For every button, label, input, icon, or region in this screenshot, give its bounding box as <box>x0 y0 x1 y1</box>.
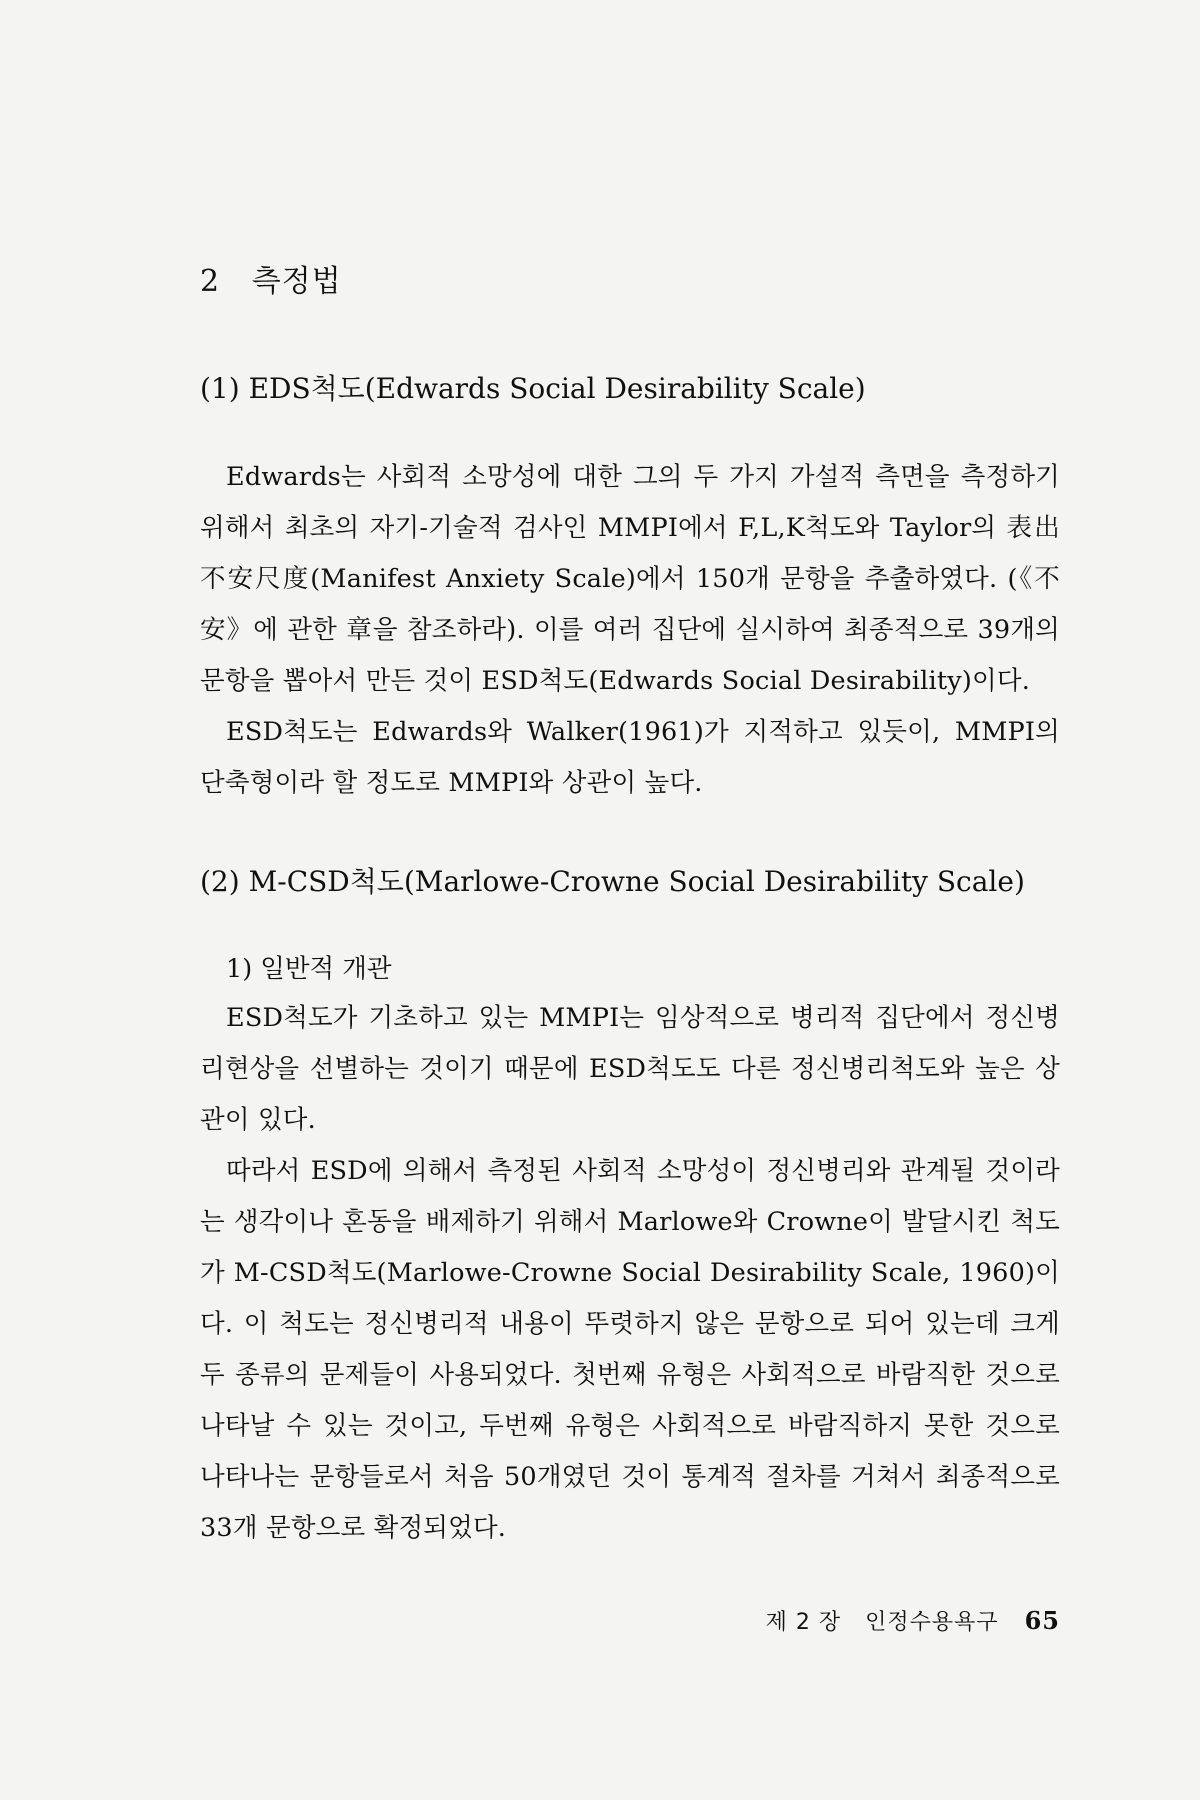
page-number: 65 <box>1024 1606 1060 1635</box>
section-heading <box>200 262 1060 302</box>
page-footer <box>766 1605 1060 1636</box>
subsection-2-paragraph-1: ESD척도가 기초하고 있는 MMPI는 임상적으로 병리적 집단에서 정신병리현상을 선별하는 것이기 때문에 ESD척도도 다른 정신병리척도와 높은 상관이 있다. <box>200 1003 1060 1135</box>
section-number: 2 <box>200 264 221 299</box>
section-title: 측정법 <box>251 264 342 299</box>
subsection-2-paragraph-2: 따라서 ESD에 의해서 측정된 사회적 소망성이 정신병리와 관계될 것이라는 생각이나 혼동을 배제하기 위해서 Marlowe와 Crowne이 발달시킨 척도가 M-CSD척도(Marlowe-Crowne Social Desirability Scale, 1960)이다. 이 척도는 정신병리적 내용이 뚜렷하지 않은 문항으로 되어 있는데 크게 두 종류의 문제들이 사용되었다. 첫번째 유형은 사회적으로 바람직한 것으로 나타날 수 있는 것이고, 두번째 유형은 사회적으로 바람직하지 못한 것으로 나타나는 문항들로서 처음 50개였던 것이 통계적 절차를 거쳐서 최종적으로 33개 문항으로 확정되었다. <box>200 1156 1060 1543</box>
footer-chapter: 제 2 장 <box>765 1610 842 1635</box>
subsection-2-subheading: 1) 일반적 개관 <box>226 954 392 984</box>
subsection-1-heading: (1) EDS척도(Edwards Social Desirability Scale) <box>200 372 866 405</box>
subsection-1-paragraph-1: Edwards는 사회적 소망성에 대한 그의 두 가지 가설적 측면을 측정하기 위해서 최초의 자기-기술적 검사인 MMPI에서 F,L,K척도와 Taylor의 表出不安尺度(Manifest Anxiety Scale)에서 150개 문항을 추출하였다. (《不安》에 관한 章을 참조하라). 이를 여러 집단에 실시하여 최종적으로 39개의 문항을 뽑아서 만든 것이 ESD척도(Edwards Social Desirability)이다. <box>200 462 1060 696</box>
footer-chapter-title: 인정수용욕구 <box>865 1610 999 1635</box>
subsection-1-paragraph-2: ESD척도는 Edwards와 Walker(1961)가 지적하고 있듯이, MMPI의 단축형이라 할 정도로 MMPI와 상관이 높다. <box>200 717 1060 798</box>
page-content <box>200 262 1060 1554</box>
subsection-2-heading: (2) M-CSD척도(Marlowe-Crowne Social Desirability Scale) <box>200 865 1025 898</box>
